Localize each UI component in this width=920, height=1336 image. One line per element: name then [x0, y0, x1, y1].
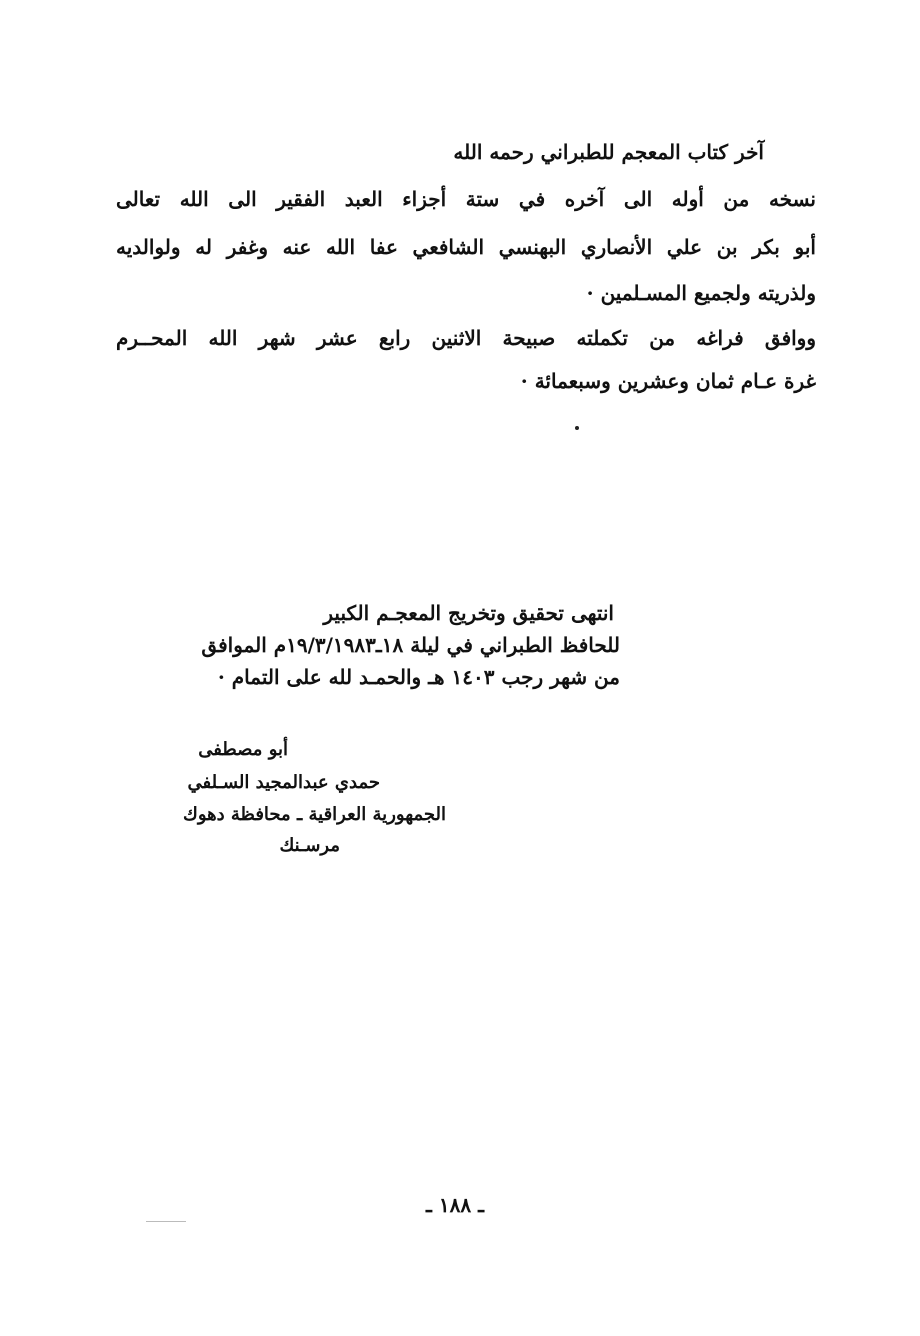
signature-place: مرسـنك: [279, 835, 340, 856]
colophon-line-5: ووافق فراغه من تكملته صبيحة الاثنين رابع عشر شهر الله المحــرم: [116, 326, 816, 350]
signature-country: الجمهورية العراقية ـ محافظة دهوك: [183, 804, 446, 825]
colophon-line-4: ولذريته ولجميع المسـلمين ·: [586, 281, 816, 305]
colophon-line-6: غرة عـام ثمان وعشرين وسبعمائة ·: [520, 369, 816, 393]
end-note-line-3: من شهر رجب ١٤٠٣ هـ والحمـد لله على التمام ·: [217, 665, 620, 689]
page-number: ـ ١٨٨ ـ: [426, 1193, 484, 1217]
signature-full-name: حمدي عبدالمجيد السـلفي: [187, 772, 380, 793]
end-note-line-1: انتهى تحقيق وتخريج المعجـم الكبير: [323, 601, 614, 625]
colophon-line-2: نسخه من أوله الى آخره في ستة أجزاء العبد الفقير الى الله تعالى: [116, 187, 816, 211]
ink-dot: [575, 426, 579, 430]
colophon-line-1: آخر كتاب المعجم للطبراني رحمه الله: [453, 140, 764, 164]
signature-name: أبو مصطفى: [198, 739, 288, 760]
scan-speckle: [146, 1221, 186, 1222]
colophon-line-3: أبو بكر بن علي الأنصاري البهنسي الشافعي عفا الله عنه وغفر له ولوالديه: [116, 235, 816, 259]
end-note-line-2: للحافظ الطبراني في ليلة ١٨ـ١٩/٣/١٩٨٣م الموافق: [201, 633, 620, 657]
